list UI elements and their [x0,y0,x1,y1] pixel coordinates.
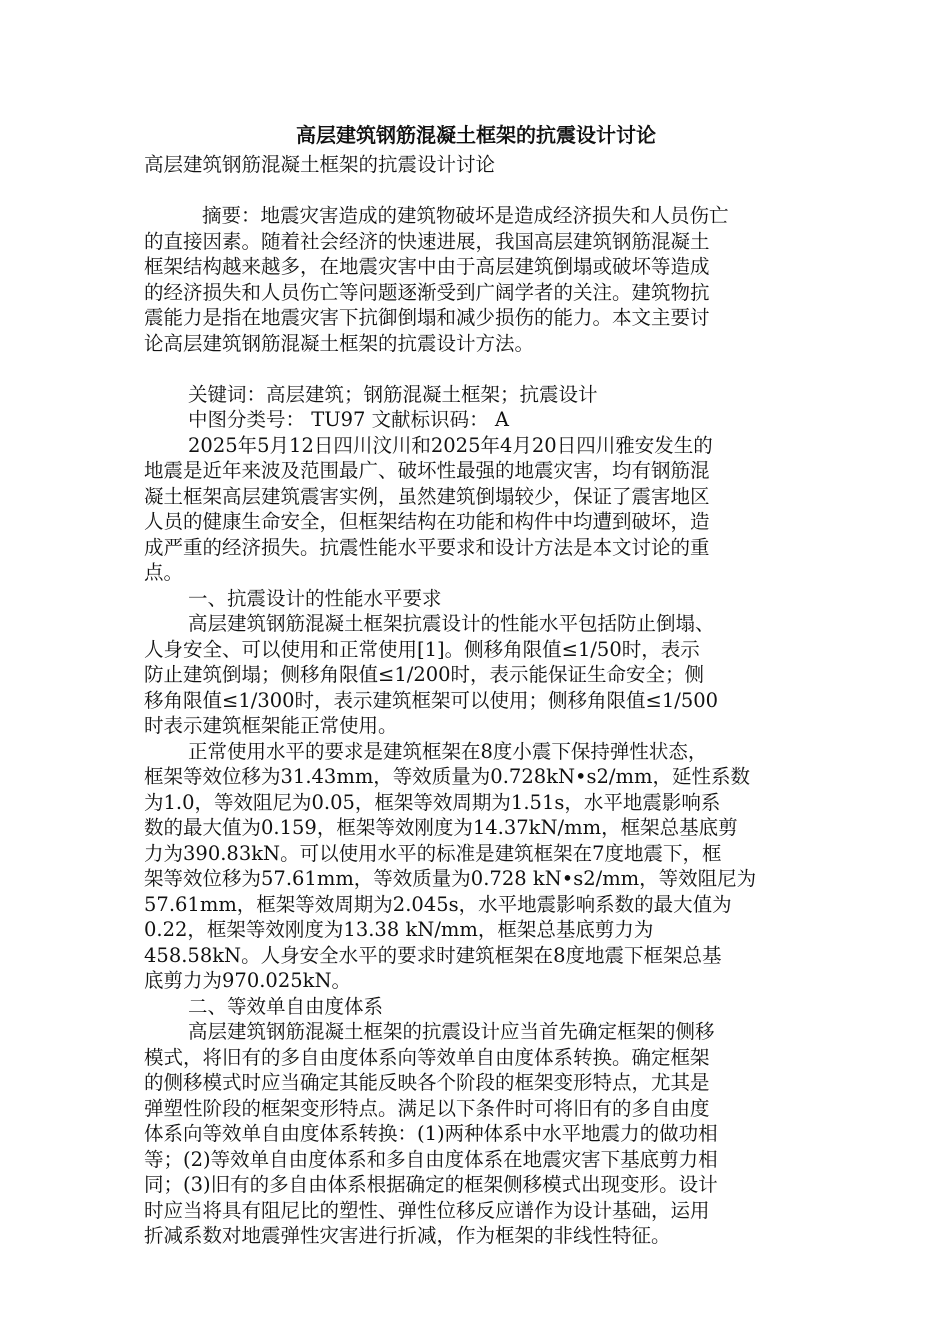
spacer [144,356,808,382]
section-heading: 二、等效单自由度体系 [188,994,384,1018]
paragraph-line: 时应当将具有阻尼比的塑性、弹性位移反应谱作为设计基础，运用 [144,1198,710,1222]
document-subtitle: 高层建筑钢筋混凝土框架的抗震设计讨论 [144,153,496,176]
paragraph-line: 架等效位移为57.61mm，等效质量为0.728 kN•s2/mm，等效阻尼为 [144,867,757,890]
section2-paragraph-1 [144,1019,808,1249]
paragraph-line: 为1.0，等效阻尼为0.05，框架等效周期为1.51s，水平地震影响系 [144,790,721,814]
paragraph-line: 人员的健康生命安全，但框架结构在功能和构件中均遭到破坏，造 [144,510,710,533]
paragraph-line: 模式，将旧有的多自由度体系向等效单自由度体系转换。确定框架 [144,1045,710,1069]
document-page [144,118,808,1249]
paragraph-line: 数的最大值为0.159，框架等效刚度为14.37kN/mm，框架总基底剪 [144,816,738,839]
paragraph-line: 点。 [144,561,184,584]
classification: 中图分类号： TU97 文献标识码： A [188,408,509,431]
abstract-line: 的直接因素。随着社会经济的快速进展，我国高层建筑钢筋混凝土 [144,229,710,253]
section1-paragraph-1 [144,611,808,739]
paragraph-line: 防止建筑倒塌；侧移角限值≤1/200时，表示能保证生命安全；侧 [144,663,705,686]
paragraph-line: 弹塑性阶段的框架变形特点。满足以下条件时可将旧有的多自由度 [144,1096,710,1120]
section1-paragraph-2 [144,739,808,994]
paragraph-line: 地震是近年来波及范围最广、破坏性最强的地震灾害，均有钢筋混 [144,459,710,482]
paragraph-line: 框架等效位移为31.43mm，等效质量为0.728kN•s2/mm，延性系数 [144,765,750,788]
paragraph-line: 成严重的经济损失。抗震性能水平要求和设计方法是本文讨论的重 [144,535,710,559]
paragraph-line: 移角限值≤1/300时，表示建筑框架可以使用；侧移角限值≤1/500 [144,688,719,712]
paragraph-line: 力为390.83kN。可以使用水平的标准是建筑框架在7度地震下，框 [144,841,722,865]
section-heading: 一、抗震设计的性能水平要求 [188,586,442,610]
paragraph-line: 正常使用水平的要求是建筑框架在8度小震下保持弹性状态， [188,739,708,763]
document-title: 高层建筑钢筋混凝土框架的抗震设计讨论 [296,123,656,147]
paragraph-line: 底剪力为970.025kN。 [144,969,352,992]
paragraph-line: 458.58kN。人身安全水平的要求时建筑框架在8度地震下框架总基 [144,943,722,967]
abstract-line: 框架结构越来越多，在地震灾害中由于高层建筑倒塌或破坏等造成 [144,255,710,278]
paragraph-line: 凝土框架高层建筑震害实例，虽然建筑倒塌较少，保证了震害地区 [144,484,710,508]
paragraph-line: 0.22，框架等效刚度为13.38 kN/mm，框架总基底剪力为 [144,918,654,941]
abstract-line: 摘要：地震灾害造成的建筑物破坏是造成经济损失和人员伤亡 [202,204,729,227]
paragraph-line: 人身安全、可以使用和正常使用[1]。侧移角限值≤1/50时，表示 [144,637,700,661]
paragraph-line: 折减系数对地震弹性灾害进行折减，作为框架的非线性特征。 [144,1224,671,1247]
abstract-line: 论高层建筑钢筋混凝土框架的抗震设计方法。 [144,331,535,355]
paragraph-line: 同；(3)旧有的多自由体系根据确定的框架侧移模式出现变形。设计 [144,1173,718,1196]
intro-paragraph [144,433,808,586]
paragraph-line: 时表示建筑框架能正常使用。 [144,714,398,737]
paragraph-line: 高层建筑钢筋混凝土框架的抗震设计应当首先确定框架的侧移 [188,1020,715,1043]
paragraph-line: 体系向等效单自由度体系转换：(1)两种体系中水平地震力的做功相 [144,1122,718,1145]
paragraph-line: 高层建筑钢筋混凝土框架抗震设计的性能水平包括防止倒塌、 [188,612,715,635]
paragraph-line: 的侧移模式时应当确定其能反映各个阶段的框架变形特点，尤其是 [144,1071,710,1094]
abstract-line: 的经济损失和人员伤亡等问题逐渐受到广阔学者的关注。建筑物抗 [144,280,710,304]
paragraph-line: 57.61mm，框架等效周期为2.045s，水平地震影响系数的最大值为 [144,892,732,916]
abstract [144,203,808,356]
paragraph-line: 等；(2)等效单自由度体系和多自由度体系在地震灾害下基底剪力相 [144,1147,718,1171]
keywords: 关键词：高层建筑；钢筋混凝土框架；抗震设计 [188,382,598,406]
abstract-line: 震能力是指在地震灾害下抗御倒塌和减少损伤的能力。本文主要讨 [144,306,710,329]
paragraph-line: 2025年5月12日四川汶川和2025年4月20日四川雅安发生的 [188,433,713,457]
spacer [144,178,808,204]
